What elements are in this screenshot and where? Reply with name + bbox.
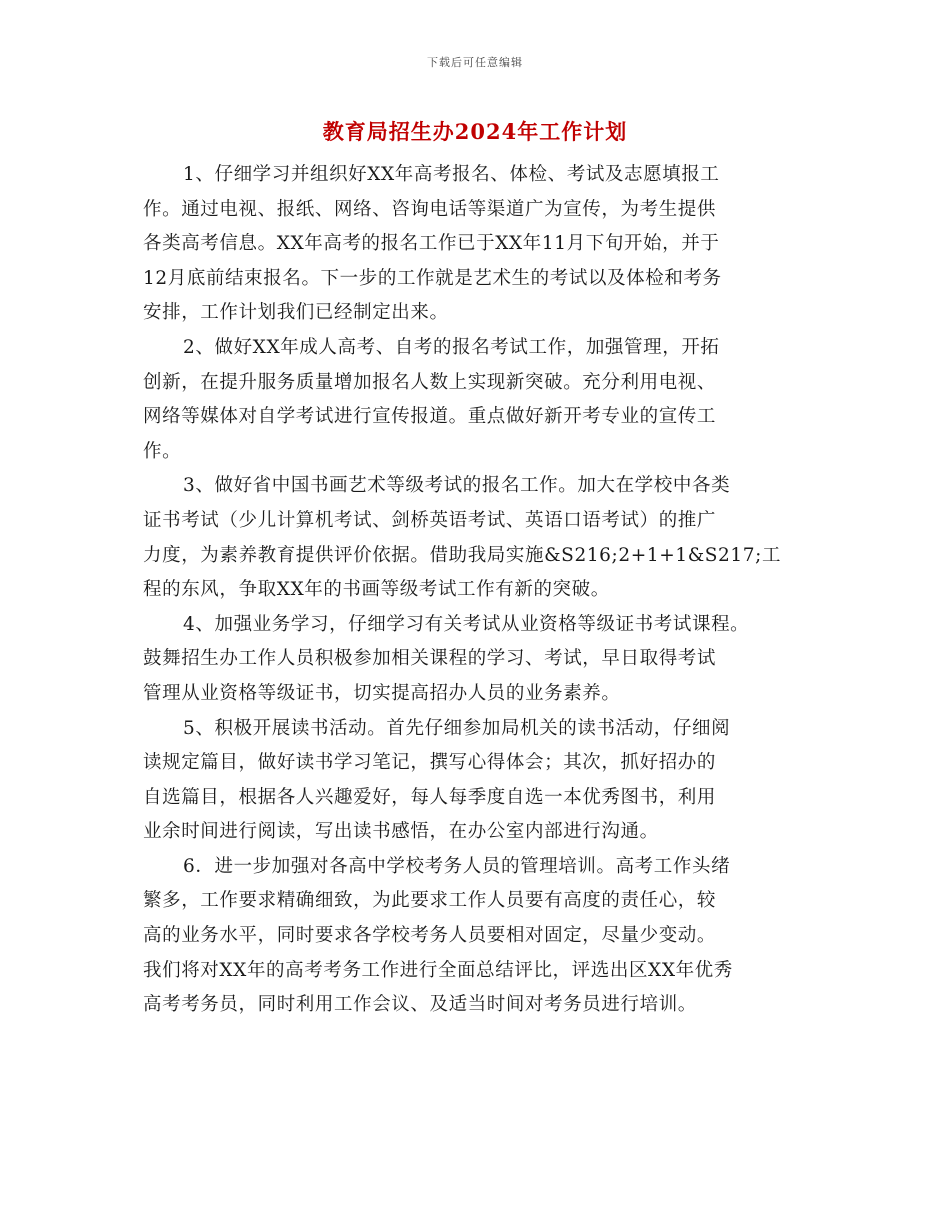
paragraph-6 [143, 850, 833, 1023]
document-body [143, 158, 833, 1023]
paragraph-line: 我们将对XX年的高考考务工作进行全面总结评比，评选出区XX年优秀 [143, 959, 733, 981]
paragraph-2 [143, 331, 833, 469]
paragraph-4 [143, 608, 833, 712]
paragraph-line: 12月底前结束报名。下一步的工作就是艺术生的考试以及体检和考务 [143, 267, 722, 289]
paragraph-line: 自选篇目，根据各人兴趣爱好，每人每季度自选一本优秀图书，利用 [143, 786, 717, 808]
paragraph-line: 2、做好XX年成人高考、自考的报名考试工作，加强管理，开拓 [183, 336, 720, 358]
paragraph-line: 安排，工作计划我们已经制定出来。 [143, 302, 449, 324]
paragraph-line: 鼓舞招生办工作人员积极参加相关课程的学习、考试，早日取得考试 [143, 648, 717, 670]
paragraph-1 [143, 158, 833, 331]
paragraph-3 [143, 469, 833, 607]
paragraph-line: 程的东风，争取XX年的书画等级考试工作有新的突破。 [143, 579, 610, 601]
paragraph-line: 高的业务水平，同时要求各学校考务人员要相对固定，尽量少变动。 [143, 925, 717, 947]
paragraph-5 [143, 712, 833, 850]
header-note: 下载后可任意编辑 [427, 56, 523, 69]
paragraph-line: 6．进一步加强对各高中学校考务人员的管理培训。高考工作头绪 [183, 855, 731, 877]
document-title: 教育局招生办2024年工作计划 [322, 119, 628, 144]
paragraph-line: 创新，在提升服务质量增加报名人数上实现新突破。充分利用电视、 [143, 371, 717, 393]
paragraph-line: 力度，为素养教育提供评价依据。借助我局实施&S216;2+1+1&S217;工 [143, 544, 782, 566]
paragraph-line: 5、积极开展读书活动。首先仔细参加局机关的读书活动，仔细阅 [183, 717, 731, 739]
paragraph-line: 4、加强业务学习，仔细学习有关考试从业资格等级证书考试课程。 [183, 613, 750, 635]
paragraph-line: 作。通过电视、报纸、网络、咨询电话等渠道广为宣传，为考生提供 [143, 198, 717, 220]
paragraph-line: 3、做好省中国书画艺术等级考试的报名工作。加大在学校中各类 [183, 475, 731, 497]
paragraph-line: 管理从业资格等级证书，切实提高招办人员的业务素养。 [143, 682, 621, 704]
paragraph-line: 各类高考信息。XX年高考的报名工作已于XX年11月下旬开始，并于 [143, 233, 720, 255]
paragraph-line: 高考考务员，同时利用工作会议、及适当时间对考务员进行培训。 [143, 994, 697, 1016]
paragraph-line: 1、仔细学习并组织好XX年高考报名、体检、考试及志愿填报工 [183, 164, 720, 185]
paragraph-line: 繁多，工作要求精确细致，为此要求工作人员要有高度的责任心，较 [143, 890, 717, 912]
paragraph-line: 业余时间进行阅读，写出读书感悟，在办公室内部进行沟通。 [143, 821, 659, 843]
paragraph-line: 证书考试（少儿计算机考试、剑桥英语考试、英语口语考试）的推广 [143, 509, 717, 531]
paragraph-line: 网络等媒体对自学考试进行宣传报道。重点做好新开考专业的宣传工 [143, 406, 717, 428]
paragraph-line: 读规定篇目，做好读书学习笔记，撰写心得体会；其次，抓好招办的 [143, 752, 717, 774]
paragraph-line: 作。 [143, 440, 182, 462]
